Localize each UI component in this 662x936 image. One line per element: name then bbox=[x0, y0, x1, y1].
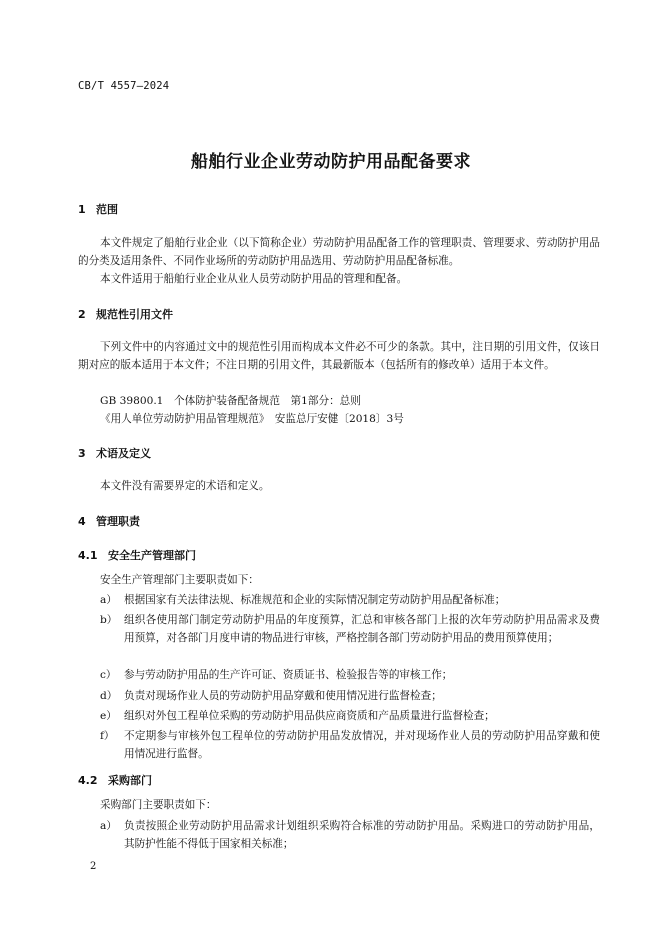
list-item bbox=[100, 687, 600, 705]
list-marker: d） bbox=[100, 690, 118, 702]
section-1-paragraph-2: 本文件适用于船舶行业企业从业人员劳动防护用品的管理和配备。 bbox=[100, 273, 408, 285]
list-marker: a） bbox=[100, 820, 117, 832]
list-text: 组织对外包工程单位采购的劳动防护用品供应商资质和产品质量进行监督检查； bbox=[124, 710, 495, 722]
list-item bbox=[100, 611, 600, 647]
section-number: 4 bbox=[78, 515, 86, 528]
subsection-title: 安全生产管理部门 bbox=[108, 549, 196, 562]
section-number: 2 bbox=[78, 308, 86, 321]
list-text: 负责按照企业劳动防护用品需求计划组织采购符合标准的劳动防护用品。采购进口的劳动防护用品，其防护性能不得低于国家相关标准； bbox=[124, 820, 600, 850]
subsection-4-1-heading bbox=[78, 547, 196, 563]
document-title: 船舶行业企业劳动防护用品配备要求 bbox=[191, 152, 471, 172]
subsection-number: 4.1 bbox=[78, 549, 98, 562]
list-item bbox=[100, 727, 600, 763]
section-title: 术语及定义 bbox=[96, 447, 151, 460]
section-2-paragraph-1: 下列文件中的内容通过文中的规范性引用而构成本文件必不可少的条款。其中，注日期的引用文件，仅该日期对应的版本适用于本文件；不注日期的引用文件，其最新版本（包括所有的修改单）适用于本文件。 bbox=[78, 341, 600, 371]
section-number: 3 bbox=[78, 447, 86, 460]
section-title: 规范性引用文件 bbox=[96, 308, 173, 321]
reference-2: 《用人单位劳动防护用品管理规范》 安监总厅安健〔2018〕3号 bbox=[100, 413, 404, 425]
subsection-4-1-intro: 安全生产管理部门主要职责如下： bbox=[100, 574, 259, 586]
subsection-number: 4.2 bbox=[78, 774, 98, 787]
subsection-title: 采购部门 bbox=[108, 774, 152, 787]
list-marker: e） bbox=[100, 710, 117, 722]
standard-number: CB/T 4557—2024 bbox=[78, 80, 170, 92]
section-number: 1 bbox=[78, 203, 86, 216]
list-text: 根据国家有关法律法规、标准规范和企业的实际情况制定劳动防护用品配备标准； bbox=[124, 594, 506, 606]
list-text: 负责对现场作业人员的劳动防护用品穿戴和使用情况进行监督检查； bbox=[124, 690, 442, 702]
list-item bbox=[100, 666, 600, 684]
section-2-heading bbox=[78, 306, 173, 322]
section-3-heading bbox=[78, 445, 151, 461]
section-1-paragraph-1: 本文件规定了船舶行业企业（以下简称企业）劳动防护用品配备工作的管理职责、管理要求、劳动防护用品的分类及适用条件、不同作业场所的劳动防护用品选用、劳动防护用品配备标准。 bbox=[78, 237, 600, 267]
list-item bbox=[100, 817, 600, 853]
section-4-heading bbox=[78, 513, 140, 529]
list-marker: a） bbox=[100, 594, 117, 606]
section-title: 管理职责 bbox=[96, 515, 140, 528]
list-marker: b） bbox=[100, 614, 118, 626]
reference-1: GB 39800.1 个体防护装备配备规范 第1部分：总则 bbox=[100, 395, 361, 407]
list-item bbox=[100, 591, 600, 609]
page-number: 2 bbox=[90, 861, 97, 872]
list-item bbox=[100, 707, 600, 725]
section-3-paragraph-1: 本文件没有需要界定的术语和定义。 bbox=[100, 480, 270, 492]
list-marker: f） bbox=[100, 730, 115, 742]
list-text: 不定期参与审核外包工程单位的劳动防护用品发放情况，并对现场作业人员的劳动防护用品穿戴和使用情况进行监督。 bbox=[124, 730, 600, 760]
section-1-heading bbox=[78, 201, 118, 217]
list-text: 组织各使用部门制定劳动防护用品的年度预算，汇总和审核各部门上报的次年劳动防护用品需求及费用预算，对各部门月度申请的物品进行审核，严格控制各部门劳动防护用品的费用预算使用； bbox=[124, 614, 600, 644]
subsection-4-2-intro: 采购部门主要职责如下： bbox=[100, 799, 217, 811]
list-marker: c） bbox=[100, 669, 117, 681]
subsection-4-2-heading bbox=[78, 772, 152, 788]
section-title: 范围 bbox=[96, 203, 118, 216]
list-text: 参与劳动防护用品的生产许可证、资质证书、检验报告等的审核工作； bbox=[124, 669, 453, 681]
